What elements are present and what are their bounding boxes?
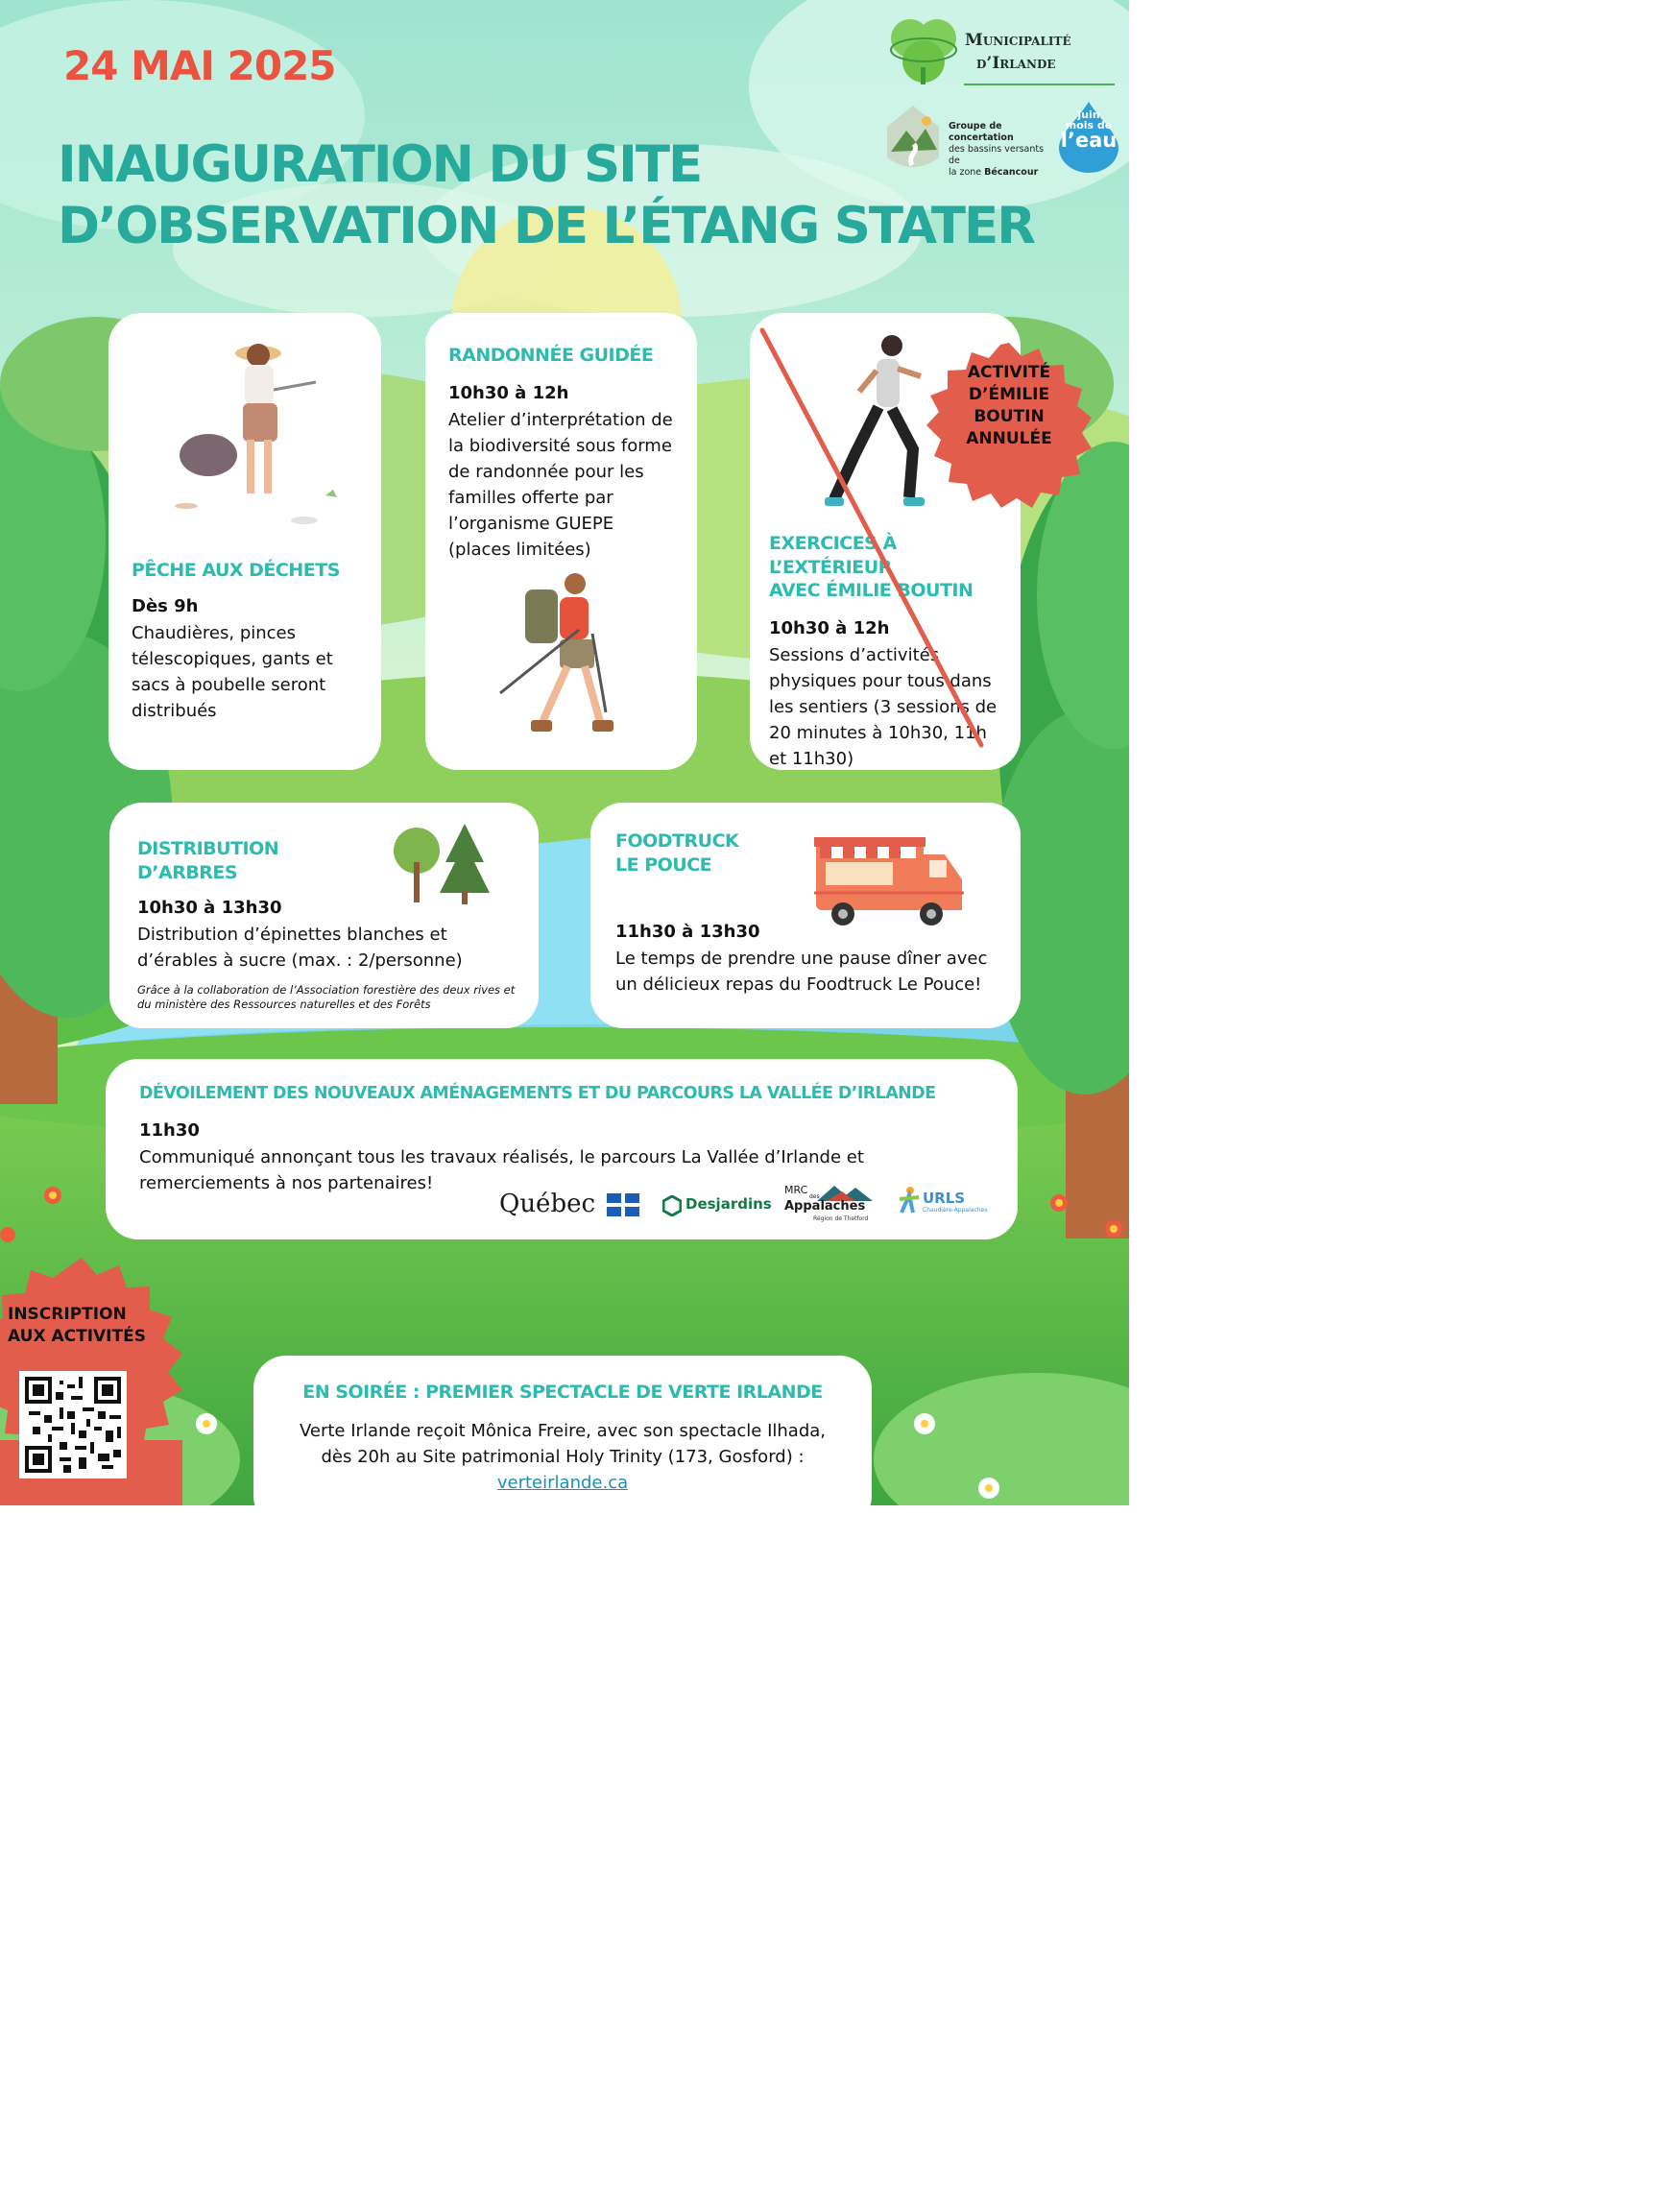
mountain-river-icon <box>883 104 943 171</box>
inscription-line1: INSCRIPTION <box>8 1305 127 1324</box>
card-description-line2: dès 20h au Site patrimonial Holy Trinity (173, Gosford) : <box>321 1446 805 1467</box>
title-line-1: INAUGURATION DU SITE <box>58 135 702 194</box>
card-description: Chaudières, pinces télescopiques, gants et sacs à poubelle seront distribués <box>132 622 333 721</box>
qr-code-icon <box>25 1377 121 1473</box>
mois-line1: juin <box>1077 108 1100 121</box>
gcbv-line1: Groupe de concertation <box>949 121 1014 143</box>
gcbv-logo <box>883 104 1056 178</box>
desjardins-hexagon-icon <box>662 1195 682 1216</box>
card-description: Sessions d’activités physiques pour tous dans les sentiers (3 sessions de 20 minutes à 10h30, 11h et 11h30) <box>769 645 998 770</box>
card-note: Grâce à la collaboration de l’Association forestière des deux rives et du ministère des Ressources naturelles et des Forêts <box>137 983 516 1011</box>
card-title-line1: EXERCICES À L’EXTÉRIEUR <box>769 533 897 578</box>
gcbv-line2: des bassins versants de <box>949 143 1045 166</box>
municipalite-name-line1: Municipalité <box>965 31 1071 50</box>
shamrock-seal-icon <box>885 17 962 86</box>
card-time: 10h30 à 12h <box>769 618 890 639</box>
card-title: PÊCHE AUX DÉCHETS <box>132 560 340 581</box>
card-time: 10h30 à 12h <box>448 382 569 403</box>
mrc-line3: Région de Thetford <box>813 1215 869 1222</box>
card-title-line2: AVEC ÉMILIE BOUTIN <box>769 580 974 602</box>
card-arbres <box>109 803 539 1028</box>
card-time: 11h30 <box>139 1119 200 1141</box>
cancel-badge <box>926 343 1092 508</box>
gcbv-line3-bold: Bécancour <box>984 166 1039 178</box>
mois-line3: l’eau <box>1060 129 1118 152</box>
card-foodtruck <box>590 803 1021 1028</box>
qr-code[interactable] <box>19 1371 127 1479</box>
card-title: EN SOIRÉE : PREMIER SPECTACLE DE VERTE IRLANDE <box>302 1382 823 1403</box>
gcbv-line3-prefix: la zone <box>949 166 985 178</box>
card-description: Atelier d’interprétation de la biodiversité sous forme de randonnée pour les familles offerte par l’organisme GUEPE (places limitées) <box>448 409 673 560</box>
urls-figure-icon <box>898 1186 923 1214</box>
card-description: Le temps de prendre une pause dîner avec un délicieux repas du Foodtruck Le Pouce! <box>615 949 988 995</box>
card-peche <box>108 313 381 770</box>
title-line-2: D’OBSERVATION DE L’ÉTANG STATER <box>58 196 1035 255</box>
logo-divider <box>964 84 1115 85</box>
card-time: Dès 9h <box>132 595 199 616</box>
card-description: Distribution d’épinettes blanches et d’érables à sucre (max. : 2/personne) <box>137 925 463 971</box>
trash-picker-person-icon <box>162 332 345 539</box>
inscription-badge <box>0 1258 188 1505</box>
event-date: 24 MAI 2025 <box>63 42 336 89</box>
urls-line2: Chaudière-Appalaches <box>923 1207 988 1214</box>
mrc-des: des <box>809 1193 820 1200</box>
card-title: RANDONNÉE GUIDÉE <box>448 345 654 366</box>
card-title-line2: LE POUCE <box>615 854 712 876</box>
urls-line1: URLS <box>923 1190 966 1207</box>
partner-logos <box>499 1184 998 1228</box>
card-devoilement <box>106 1059 1018 1239</box>
inscription-line2: AUX ACTIVITÉS <box>8 1326 146 1346</box>
card-description-line1: Verte Irlande reçoit Mônica Freire, avec son spectacle Ilhada, <box>299 1420 826 1441</box>
card-soiree <box>253 1356 872 1528</box>
desjardins-logo: Desjardins <box>685 1195 772 1213</box>
trees-icon <box>388 824 493 906</box>
food-truck-icon <box>814 833 968 929</box>
card-title-line1: FOODTRUCK <box>615 830 739 852</box>
mrc-line2: Appalaches <box>784 1199 866 1214</box>
card-title-line2: D’ARBRES <box>137 861 238 883</box>
cancel-badge-text: ACTIVITÉ D’ÉMILIE BOUTIN ANNULÉE <box>966 363 1052 448</box>
card-time: 10h30 à 13h30 <box>137 898 282 918</box>
municipalite-name-line2: d’Irlande <box>976 54 1056 73</box>
mois-line2: mois de <box>1065 119 1113 132</box>
card-title: DÉVOILEMENT DES NOUVEAUX AMÉNAGEMENTS ET DU PARCOURS LA VALLÉE D’IRLANDE <box>139 1084 936 1103</box>
municipalite-logo <box>883 17 1118 86</box>
mrc-line1: MRC <box>784 1184 808 1196</box>
card-randonnee <box>425 313 697 770</box>
quebec-logo: Québec <box>499 1190 596 1218</box>
mois-de-leau-logo <box>1059 102 1118 173</box>
card-time: 11h30 à 13h30 <box>615 922 760 942</box>
quebec-flag-icon <box>607 1193 639 1216</box>
card-title-line1: DISTRIBUTION <box>137 838 279 859</box>
hiker-icon <box>493 568 637 760</box>
card-description: Communiqué annonçant tous les travaux réalisés, le parcours La Vallée d’Irlande et remerciements à nos partenaires! <box>139 1146 864 1193</box>
verteirlande-link[interactable]: verteirlande.ca <box>496 1472 629 1493</box>
